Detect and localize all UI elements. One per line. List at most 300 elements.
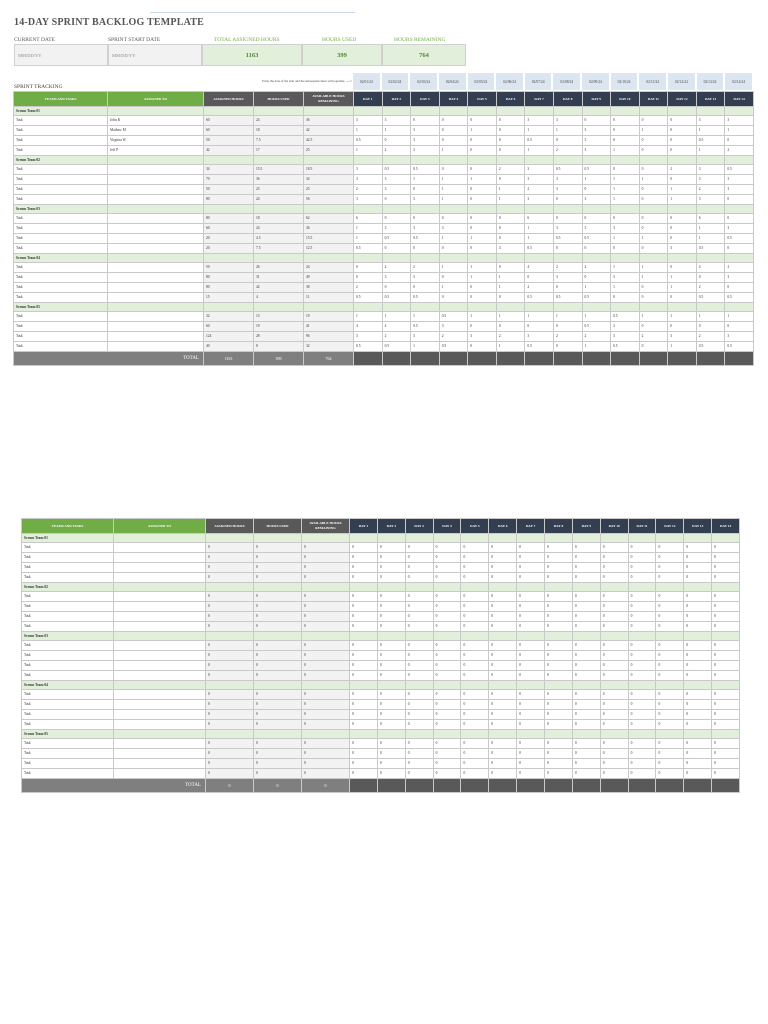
day-value[interactable]: 1 xyxy=(668,342,697,352)
day-value[interactable]: 0.5 xyxy=(525,293,554,303)
day-value[interactable]: 0 xyxy=(468,224,497,234)
task-assignee[interactable] xyxy=(108,283,204,293)
day-value[interactable]: 0 xyxy=(517,553,545,563)
task-assigned-hours[interactable]: 60 xyxy=(204,126,254,136)
day-value[interactable]: 0 xyxy=(600,661,628,671)
day-value[interactable]: 1 xyxy=(496,195,525,205)
day-value[interactable]: 0 xyxy=(461,592,489,602)
day-value[interactable]: 1 xyxy=(582,175,611,185)
task-assigned-hours[interactable]: 0 xyxy=(206,563,254,573)
day-value[interactable]: 0.5 xyxy=(582,293,611,303)
day-value[interactable]: 0 xyxy=(572,563,600,573)
day-value[interactable]: 0 xyxy=(611,165,640,175)
day-value[interactable]: 0 xyxy=(639,322,668,332)
day-value[interactable]: 1 xyxy=(439,263,468,273)
day-value[interactable]: 3 xyxy=(525,175,554,185)
day-value[interactable]: 0 xyxy=(553,342,582,352)
day-value[interactable]: 0 xyxy=(382,244,411,254)
day-value[interactable]: 0 xyxy=(377,612,405,622)
day-value[interactable]: 1 xyxy=(611,283,640,293)
day-value[interactable]: 0.5 xyxy=(382,293,411,303)
day-value[interactable]: 2 xyxy=(696,332,725,342)
day-value[interactable]: 0 xyxy=(468,214,497,224)
day-value[interactable]: 0 xyxy=(545,622,573,632)
day-value[interactable]: 0 xyxy=(405,700,433,710)
day-value[interactable]: 0 xyxy=(405,690,433,700)
day-value[interactable]: 0.5 xyxy=(411,322,440,332)
day-value[interactable]: 0 xyxy=(572,690,600,700)
day-value[interactable]: 3 xyxy=(611,322,640,332)
day-value[interactable]: 0 xyxy=(684,671,712,681)
task-assignee[interactable] xyxy=(114,573,206,583)
day-value[interactable]: 0 xyxy=(600,739,628,749)
day-value[interactable]: 0 xyxy=(668,175,697,185)
day-value[interactable]: 0 xyxy=(461,749,489,759)
day-value[interactable]: 0 xyxy=(684,710,712,720)
day-value[interactable]: 1 xyxy=(582,312,611,322)
task-name[interactable]: Task xyxy=(14,185,108,195)
day-value[interactable]: 0 xyxy=(489,602,517,612)
day-value[interactable]: 3 xyxy=(725,185,754,195)
day-value[interactable]: 1 xyxy=(468,312,497,322)
day-value[interactable]: 0 xyxy=(433,749,461,759)
day-value[interactable]: 1 xyxy=(439,283,468,293)
day-value[interactable]: 0 xyxy=(572,739,600,749)
task-name[interactable]: Task xyxy=(22,700,114,710)
day-value[interactable]: 0 xyxy=(382,214,411,224)
day-value[interactable]: 3 xyxy=(725,175,754,185)
day-value[interactable]: 0 xyxy=(350,641,378,651)
day-value[interactable]: 2 xyxy=(382,263,411,273)
day-value[interactable]: 0 xyxy=(572,641,600,651)
day-value[interactable]: 0 xyxy=(545,563,573,573)
task-name[interactable]: Task xyxy=(22,622,114,632)
day-value[interactable]: 0 xyxy=(628,749,656,759)
day-value[interactable]: 0 xyxy=(377,553,405,563)
day-value[interactable]: 0 xyxy=(496,293,525,303)
day-value[interactable]: 2 xyxy=(553,332,582,342)
day-value[interactable]: 0 xyxy=(350,661,378,671)
task-name[interactable]: Task xyxy=(22,641,114,651)
day-value[interactable]: 2 xyxy=(525,185,554,195)
day-value[interactable]: 0 xyxy=(668,224,697,234)
day-value[interactable]: 0.5 xyxy=(439,342,468,352)
task-name[interactable]: Task xyxy=(22,573,114,583)
day-value[interactable]: 0 xyxy=(517,641,545,651)
day-value[interactable]: 0 xyxy=(517,651,545,661)
day-value[interactable]: 0 xyxy=(433,622,461,632)
day-value[interactable]: 0 xyxy=(350,671,378,681)
day-value[interactable]: 0 xyxy=(572,720,600,730)
task-name[interactable]: Task xyxy=(22,739,114,749)
task-name[interactable]: Task xyxy=(22,592,114,602)
day-value[interactable]: 0 xyxy=(582,214,611,224)
day-value[interactable]: 0 xyxy=(496,224,525,234)
day-value[interactable]: 0 xyxy=(572,671,600,681)
day-value[interactable]: 0 xyxy=(712,769,740,779)
day-value[interactable]: 0 xyxy=(628,602,656,612)
day-value[interactable]: 0 xyxy=(684,543,712,553)
day-value[interactable]: 0 xyxy=(405,573,433,583)
day-value[interactable]: 0 xyxy=(712,553,740,563)
day-value[interactable]: 0 xyxy=(572,592,600,602)
day-value[interactable]: 0 xyxy=(684,612,712,622)
task-assignee[interactable] xyxy=(114,553,206,563)
day-value[interactable]: 0 xyxy=(468,136,497,146)
day-value[interactable]: 0 xyxy=(684,720,712,730)
day-value[interactable]: 3 xyxy=(696,195,725,205)
day-value[interactable]: 1 xyxy=(468,273,497,283)
day-value[interactable]: 0 xyxy=(411,283,440,293)
day-value[interactable]: 0 xyxy=(354,263,383,273)
day-value[interactable]: 0 xyxy=(439,116,468,126)
day-value[interactable]: 0 xyxy=(461,612,489,622)
day-value[interactable]: 4 xyxy=(696,263,725,273)
task-name[interactable]: Task xyxy=(14,332,108,342)
day-value[interactable]: 0 xyxy=(712,641,740,651)
day-value[interactable]: 0 xyxy=(712,661,740,671)
task-assignee[interactable] xyxy=(114,710,206,720)
day-value[interactable]: 0 xyxy=(377,710,405,720)
day-value[interactable]: 0 xyxy=(545,671,573,681)
task-name[interactable]: Task xyxy=(14,224,108,234)
day-value[interactable]: 0 xyxy=(712,612,740,622)
day-value[interactable]: 0 xyxy=(628,622,656,632)
task-name[interactable]: Task xyxy=(14,273,108,283)
task-assignee[interactable] xyxy=(108,214,204,224)
day-value[interactable]: 0 xyxy=(496,263,525,273)
day-value[interactable]: 1 xyxy=(411,312,440,322)
day-value[interactable]: 1 xyxy=(525,126,554,136)
day-value[interactable]: 0 xyxy=(696,273,725,283)
task-assigned-hours[interactable]: 40 xyxy=(204,342,254,352)
day-value[interactable]: 0 xyxy=(656,739,684,749)
day-value[interactable]: 0.5 xyxy=(411,165,440,175)
day-value[interactable]: 0 xyxy=(712,700,740,710)
day-value[interactable]: 4 xyxy=(382,322,411,332)
day-value[interactable]: 0 xyxy=(553,283,582,293)
day-value[interactable]: 0 xyxy=(439,136,468,146)
day-value[interactable]: 3 xyxy=(553,116,582,126)
day-value[interactable]: 0 xyxy=(377,651,405,661)
day-value[interactable]: 0 xyxy=(411,214,440,224)
day-value[interactable]: 0 xyxy=(545,690,573,700)
task-assigned-hours[interactable]: 50 xyxy=(204,185,254,195)
day-value[interactable]: 0 xyxy=(350,563,378,573)
day-value[interactable]: 2 xyxy=(639,332,668,342)
day-value[interactable]: 0 xyxy=(684,661,712,671)
day-value[interactable]: 0 xyxy=(496,234,525,244)
day-value[interactable]: 0 xyxy=(489,543,517,553)
task-name[interactable]: Task xyxy=(22,720,114,730)
day-value[interactable]: 0 xyxy=(725,322,754,332)
day-value[interactable]: 0.5 xyxy=(696,244,725,254)
day-value[interactable]: 0 xyxy=(517,720,545,730)
day-value[interactable]: 1 xyxy=(354,146,383,156)
task-assigned-hours[interactable]: 0 xyxy=(206,573,254,583)
day-value[interactable]: 0 xyxy=(433,769,461,779)
task-assignee[interactable] xyxy=(114,759,206,769)
task-assignee[interactable] xyxy=(108,263,204,273)
day-value[interactable]: 0.5 xyxy=(696,342,725,352)
day-value[interactable]: 3 xyxy=(354,116,383,126)
day-value[interactable]: 0 xyxy=(656,710,684,720)
task-name[interactable]: Task xyxy=(22,612,114,622)
day-value[interactable]: 0 xyxy=(350,700,378,710)
day-value[interactable]: 0 xyxy=(405,612,433,622)
task-assigned-hours[interactable]: 0 xyxy=(206,671,254,681)
day-value[interactable]: 0 xyxy=(656,749,684,759)
day-value[interactable]: 0.5 xyxy=(382,165,411,175)
task-name[interactable]: Task xyxy=(14,214,108,224)
task-assignee[interactable] xyxy=(114,612,206,622)
day-value[interactable]: 0 xyxy=(350,720,378,730)
day-value[interactable]: 0 xyxy=(600,759,628,769)
day-value[interactable]: 0 xyxy=(668,116,697,126)
day-value[interactable]: 3 xyxy=(382,224,411,234)
day-value[interactable]: 0 xyxy=(668,263,697,273)
task-assignee[interactable] xyxy=(114,700,206,710)
day-value[interactable]: 0 xyxy=(350,543,378,553)
day-value[interactable]: 1 xyxy=(525,234,554,244)
day-value[interactable]: 0 xyxy=(517,739,545,749)
day-value[interactable]: 2 xyxy=(553,146,582,156)
task-assignee[interactable] xyxy=(114,720,206,730)
day-value[interactable]: 2 xyxy=(439,332,468,342)
day-value[interactable]: 2 xyxy=(725,263,754,273)
day-value[interactable]: 3 xyxy=(411,224,440,234)
day-value[interactable]: 1 xyxy=(411,342,440,352)
day-value[interactable]: 0 xyxy=(628,661,656,671)
day-value[interactable]: 0 xyxy=(656,563,684,573)
day-value[interactable]: 0 xyxy=(611,214,640,224)
task-assignee[interactable] xyxy=(114,602,206,612)
task-name[interactable]: Task xyxy=(14,234,108,244)
day-value[interactable]: 3 xyxy=(725,273,754,283)
day-value[interactable]: 1 xyxy=(639,263,668,273)
day-value[interactable]: 0 xyxy=(496,116,525,126)
day-value[interactable]: 0 xyxy=(600,573,628,583)
day-value[interactable]: 1 xyxy=(468,234,497,244)
day-value[interactable]: 0 xyxy=(545,739,573,749)
day-value[interactable]: 0 xyxy=(489,759,517,769)
day-value[interactable]: 0 xyxy=(582,244,611,254)
task-name[interactable]: Task xyxy=(14,136,108,146)
day-value[interactable]: 0 xyxy=(628,641,656,651)
day-value[interactable]: 0 xyxy=(600,553,628,563)
day-value[interactable]: 0 xyxy=(553,195,582,205)
day-value[interactable]: 3 xyxy=(411,126,440,136)
task-assignee[interactable] xyxy=(108,224,204,234)
day-value[interactable]: 0 xyxy=(600,710,628,720)
task-assignee[interactable] xyxy=(114,592,206,602)
day-value[interactable]: 0 xyxy=(656,573,684,583)
day-value[interactable]: 1 xyxy=(354,224,383,234)
task-assigned-hours[interactable]: 0 xyxy=(206,720,254,730)
day-value[interactable]: 0 xyxy=(712,720,740,730)
day-value[interactable]: 1 xyxy=(439,175,468,185)
day-value[interactable]: 0 xyxy=(639,136,668,146)
day-value[interactable]: 1 xyxy=(382,126,411,136)
day-value[interactable]: 0.5 xyxy=(382,342,411,352)
day-value[interactable]: 0 xyxy=(433,543,461,553)
task-name[interactable]: Task xyxy=(14,342,108,352)
day-value[interactable]: 0 xyxy=(684,759,712,769)
day-value[interactable]: 1 xyxy=(696,224,725,234)
day-value[interactable]: 1 xyxy=(668,283,697,293)
day-value[interactable]: 1 xyxy=(525,312,554,322)
day-value[interactable]: 0 xyxy=(461,720,489,730)
day-value[interactable]: 0 xyxy=(628,720,656,730)
day-value[interactable]: 3 xyxy=(582,224,611,234)
day-value[interactable]: 0 xyxy=(433,602,461,612)
day-value[interactable]: 3 xyxy=(553,185,582,195)
task-assigned-hours[interactable]: 32 xyxy=(204,312,254,322)
day-value[interactable]: 0 xyxy=(656,671,684,681)
day-value[interactable]: 0 xyxy=(725,283,754,293)
day-value[interactable]: 0 xyxy=(712,739,740,749)
task-assignee[interactable]: John K xyxy=(108,116,204,126)
day-value[interactable]: 0 xyxy=(656,720,684,730)
task-assigned-hours[interactable]: 0 xyxy=(206,641,254,651)
task-name[interactable]: Task xyxy=(14,126,108,136)
day-value[interactable]: 1 xyxy=(611,175,640,185)
task-assignee[interactable] xyxy=(114,690,206,700)
day-value[interactable]: 0 xyxy=(572,602,600,612)
day-value[interactable]: 0 xyxy=(377,690,405,700)
day-value[interactable]: 0 xyxy=(489,710,517,720)
day-value[interactable]: 3 xyxy=(354,332,383,342)
day-value[interactable]: 1 xyxy=(611,234,640,244)
task-assignee[interactable] xyxy=(108,244,204,254)
day-value[interactable]: 0 xyxy=(461,671,489,681)
day-value[interactable]: 0 xyxy=(405,651,433,661)
day-value[interactable]: 6 xyxy=(696,214,725,224)
day-value[interactable]: 0 xyxy=(600,651,628,661)
day-value[interactable]: 0 xyxy=(545,543,573,553)
day-value[interactable]: 1 xyxy=(611,146,640,156)
day-value[interactable]: 3 xyxy=(668,244,697,254)
day-value[interactable]: 3 xyxy=(382,175,411,185)
day-value[interactable]: 0 xyxy=(553,244,582,254)
day-value[interactable]: 3 xyxy=(696,116,725,126)
task-assigned-hours[interactable]: 80 xyxy=(204,214,254,224)
day-value[interactable]: 0 xyxy=(639,195,668,205)
day-value[interactable]: 3 xyxy=(553,224,582,234)
day-value[interactable]: 0 xyxy=(628,543,656,553)
day-value[interactable]: 0 xyxy=(468,283,497,293)
day-value[interactable]: 1 xyxy=(582,342,611,352)
task-assigned-hours[interactable]: 20 xyxy=(204,234,254,244)
day-value[interactable]: 0 xyxy=(600,769,628,779)
day-value[interactable]: 0 xyxy=(712,671,740,681)
day-value[interactable]: 0 xyxy=(461,543,489,553)
day-value[interactable]: 0 xyxy=(628,690,656,700)
day-value[interactable]: 3 xyxy=(725,332,754,342)
task-assignee[interactable] xyxy=(108,273,204,283)
day-value[interactable]: 0 xyxy=(411,116,440,126)
day-value[interactable]: 1 xyxy=(668,312,697,322)
task-assigned-hours[interactable]: 124 xyxy=(204,332,254,342)
day-value[interactable]: 0 xyxy=(712,563,740,573)
day-value[interactable]: 1 xyxy=(496,185,525,195)
task-assignee[interactable]: Mathew M xyxy=(108,126,204,136)
day-value[interactable]: 1 xyxy=(696,312,725,322)
day-value[interactable]: 6 xyxy=(354,214,383,224)
day-value[interactable]: 0 xyxy=(461,700,489,710)
day-value[interactable]: 1 xyxy=(639,126,668,136)
day-value[interactable]: 2 xyxy=(525,283,554,293)
day-value[interactable]: 1 xyxy=(553,312,582,322)
day-value[interactable]: 0 xyxy=(377,543,405,553)
day-value[interactable]: 4 xyxy=(354,322,383,332)
day-value[interactable]: 0 xyxy=(656,661,684,671)
day-value[interactable]: 0 xyxy=(433,671,461,681)
day-value[interactable]: 0 xyxy=(684,749,712,759)
day-value[interactable]: 1 xyxy=(496,342,525,352)
day-value[interactable]: 0 xyxy=(553,322,582,332)
day-value[interactable]: 0 xyxy=(489,720,517,730)
task-name[interactable]: Task xyxy=(22,759,114,769)
day-value[interactable]: 0 xyxy=(489,651,517,661)
day-value[interactable]: 0 xyxy=(572,710,600,720)
day-value[interactable]: 0 xyxy=(468,116,497,126)
day-value[interactable]: 0 xyxy=(405,592,433,602)
day-value[interactable]: 3 xyxy=(382,185,411,195)
day-value[interactable]: 0 xyxy=(468,322,497,332)
day-value[interactable]: 1 xyxy=(354,234,383,244)
day-value[interactable]: 0 xyxy=(489,749,517,759)
day-value[interactable]: 0 xyxy=(405,710,433,720)
day-value[interactable]: 0 xyxy=(433,661,461,671)
day-value[interactable]: 0 xyxy=(411,185,440,195)
task-assigned-hours[interactable]: 0 xyxy=(206,749,254,759)
day-value[interactable]: 0 xyxy=(684,602,712,612)
day-value[interactable]: 1 xyxy=(611,195,640,205)
day-value[interactable]: 0.5 xyxy=(382,234,411,244)
day-value[interactable]: 0 xyxy=(382,136,411,146)
day-value[interactable]: 0 xyxy=(382,195,411,205)
day-value[interactable]: 2 xyxy=(496,332,525,342)
day-value[interactable]: 3 xyxy=(354,165,383,175)
day-value[interactable]: 0 xyxy=(489,553,517,563)
day-value[interactable]: 1 xyxy=(725,312,754,322)
day-value[interactable]: 3 xyxy=(725,224,754,234)
day-value[interactable]: 0 xyxy=(433,720,461,730)
day-value[interactable]: 3 xyxy=(525,332,554,342)
day-value[interactable]: 3 xyxy=(525,195,554,205)
day-value[interactable]: 0 xyxy=(405,661,433,671)
day-value[interactable]: 0 xyxy=(628,563,656,573)
task-assignee[interactable] xyxy=(108,332,204,342)
day-value[interactable]: 3 xyxy=(496,244,525,254)
task-assigned-hours[interactable]: 0 xyxy=(206,553,254,563)
day-value[interactable]: 2 xyxy=(354,185,383,195)
task-name[interactable]: Task xyxy=(14,263,108,273)
task-assigned-hours[interactable]: 15 xyxy=(204,293,254,303)
day-value[interactable]: 0.5 xyxy=(611,342,640,352)
day-value[interactable]: 0 xyxy=(461,563,489,573)
day-value[interactable]: 0 xyxy=(489,671,517,681)
day-value[interactable]: 3 xyxy=(582,195,611,205)
sprint-start-input[interactable]: MM/DD/YY xyxy=(108,44,202,66)
day-value[interactable]: 0 xyxy=(668,126,697,136)
day-value[interactable]: 0 xyxy=(517,671,545,681)
day-value[interactable]: 1 xyxy=(468,175,497,185)
day-value[interactable]: 0 xyxy=(517,759,545,769)
day-value[interactable]: 0 xyxy=(461,651,489,661)
task-assignee[interactable] xyxy=(108,165,204,175)
